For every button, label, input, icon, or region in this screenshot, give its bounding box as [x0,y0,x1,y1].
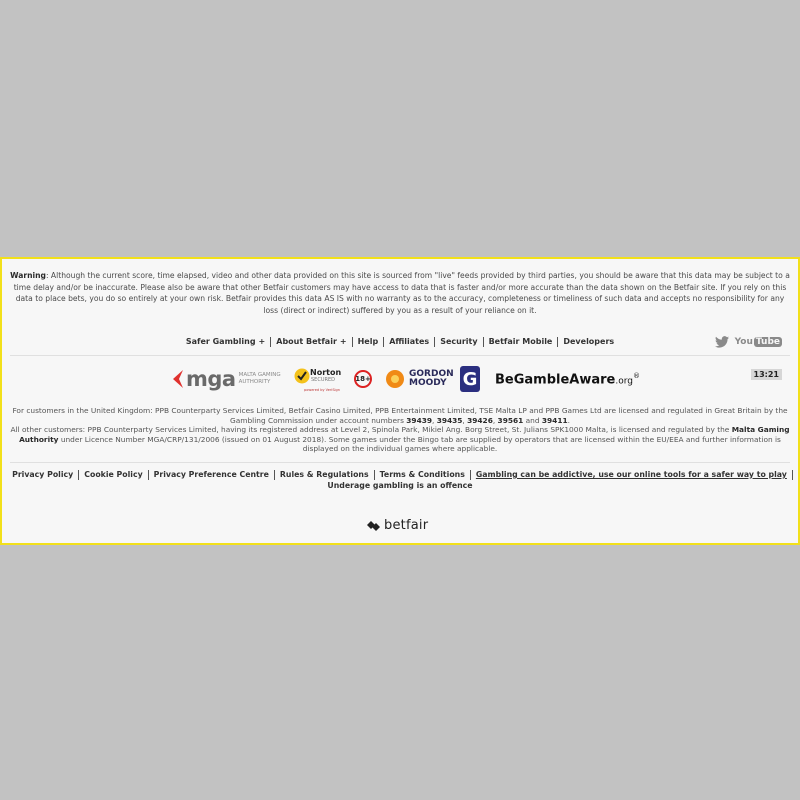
live-data-warning [10,270,790,316]
gordon-moody-logo[interactable]: GORDON MOODY [384,368,454,390]
gordon-moody-sun-icon [384,368,406,390]
underage-notice: Underage gambling is an offence [327,481,473,490]
warning-text: : Although the current score, time elapsed, video and other data provided on this site is sourced from "live" feeds provided by third parties, you should be aware that this data may be subject to a time delay and/or be inaccurate. Please also be aware that other Betfair customers may have access to data that is faster and/or more accurate than the data shown on the Betfair site. If you rely on this data to place bets, you do so entirely at your own risk. Betfair provides this data AS IS with no warranty as to the accuracy, completeness or timeliness of such data and accepts no responsibility for any loss (direct or indirect) suffered by you as a result of your reliance on it. [13,271,790,315]
other-licence-text: All other customers: PPB Counterparty Services Limited, having its registered address at Level 2, Spinola Park, Mikiel Ang. Borg Street, St. Julians SPK1000 Malta, is licensed and regulated by the Malta Gaming Authority under Licence Number MGA/CRP/131/2006 (issued on 01 August 2018). Some games under the Bingo tab are supplied by operators that are licensed within the EU/EEA and further information is displayed on the individual games where applicable. [10,425,790,454]
divider [10,355,790,356]
safer-play-tools-link[interactable]: Gambling can be addictive, use our online tools for a safer way to play [471,470,793,480]
betfair-logo[interactable]: betfair [366,518,428,533]
norton-check-icon [294,368,310,384]
youtube-icon[interactable]: You Tube [734,337,780,347]
security-link[interactable]: Security [435,337,483,347]
rules-regulations-link[interactable]: Rules & Regulations [275,470,375,480]
licensing-text [10,406,790,454]
twitter-icon[interactable] [715,336,729,348]
about-betfair-link[interactable]: About Betfair + [271,337,352,347]
regulator-logos [2,362,798,398]
gamcare-logo[interactable]: G [460,366,480,392]
norton-secured-logo[interactable]: Norton SECURED powered by VeriSign [294,366,344,394]
developers-link[interactable]: Developers [563,337,615,346]
age-18-plus-icon[interactable]: 18+ [354,370,372,388]
warning-label: Warning [10,271,46,280]
footer-nav [2,337,798,347]
terms-conditions-link[interactable]: Terms & Conditions [375,470,471,480]
cookie-policy-link[interactable]: Cookie Policy [79,470,148,480]
safer-gambling-link[interactable]: Safer Gambling + [181,337,271,347]
affiliates-link[interactable]: Affiliates [384,337,435,347]
privacy-policy-link[interactable]: Privacy Policy [7,470,79,480]
begambleaware-logo[interactable]: BeGambleAware.org® [495,372,640,388]
expand-plus-icon[interactable]: + [339,337,347,346]
mga-link[interactable]: Malta Gaming Authority [19,425,790,444]
betfair-diamond-icon [366,520,382,532]
divider [10,462,790,463]
help-link[interactable]: Help [353,337,385,347]
mga-arrow-icon [172,368,186,390]
mga-logo[interactable]: mga MALTA GAMING AUTHORITY [172,368,281,390]
expand-plus-icon[interactable]: + [258,337,266,346]
uk-licence-text: For customers in the United Kingdom: PPB Counterparty Services Limited, Betfair Casino Limited, PPB Entertainment Limited, TSE Malta LP and PPB Games Ltd are licensed and regulated in Great Britain by the Gambling Commission under account numbers 39439, 39435, 39426, 39561 and 39411. [12,406,788,425]
betfair-mobile-link[interactable]: Betfair Mobile [484,337,559,347]
policy-links [2,469,798,481]
footer-panel [0,257,800,545]
social-links [715,336,782,348]
clock-time: 13:21 [751,369,782,380]
privacy-preference-link[interactable]: Privacy Preference Centre [149,470,275,480]
